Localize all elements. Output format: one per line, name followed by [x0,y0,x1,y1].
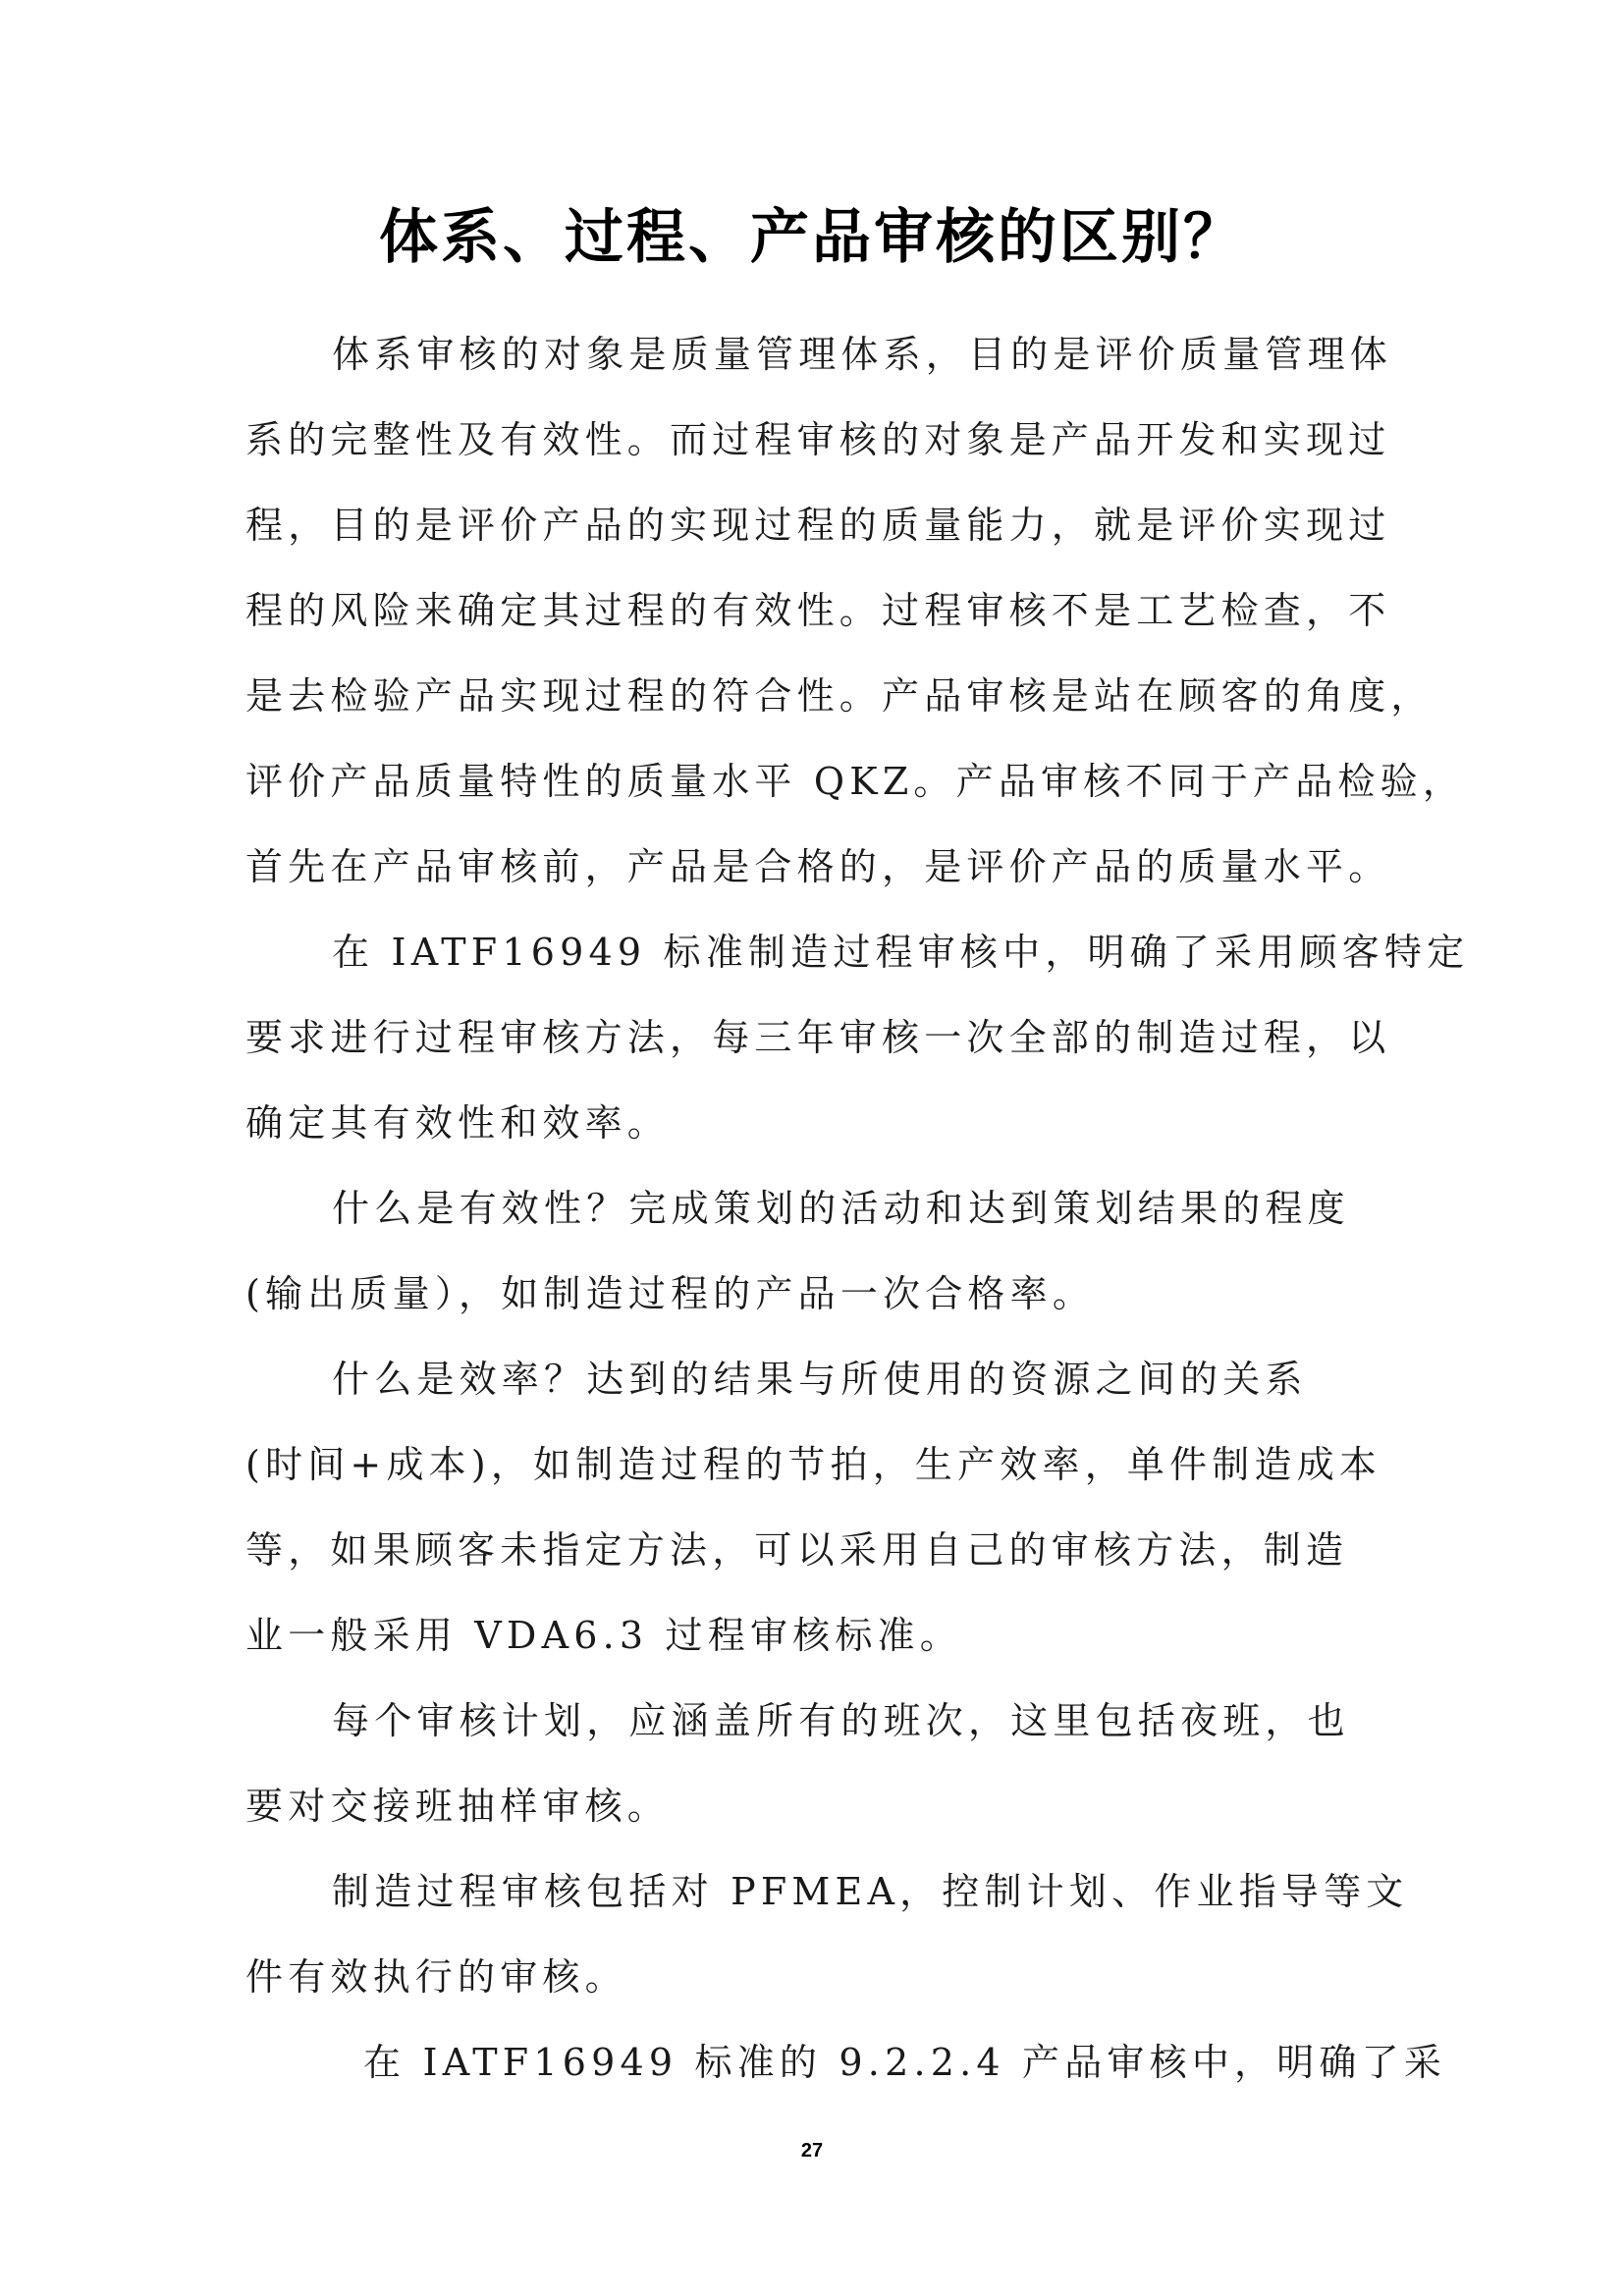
paragraph-4-line-2: (时间+成本)，如制造过程的节拍，生产效率，单件制造成本 [245,1443,1382,1486]
paragraph-4-line-1: 什么是效率？达到的结果与所使用的资源之间的关系 [332,1358,1308,1401]
paragraph-2-line-3: 确定其有效性和效率。 [245,1101,671,1145]
paragraph-1-line-7: 首先在产品审核前，产品是合格的，是评价产品的质量水平。 [245,845,1391,888]
paragraph-1-line-4: 程的风险来确定其过程的有效性。过程审核不是工艺检查，不 [245,589,1391,632]
paragraph-2-line-1: 在 IATF16949 标准制造过程审核中，明确了采用顾客特定 [332,931,1470,974]
paragraph-4-line-3: 等，如果顾客未指定方法，可以采用自己的审核方法，制造 [245,1528,1349,1572]
paragraph-7-line-1: 在 IATF16949 标准的 9.2.2.4 产品审核中，明确了采 [363,2041,1447,2084]
page-title: 体系、过程、产品审核的区别？ [379,203,1245,272]
paragraph-4-line-4: 业一般采用 VDA6.3 过程审核标准。 [245,1614,962,1657]
paragraph-6-line-1: 制造过程审核包括对 PFMEA，控制计划、作业指导等文 [332,1870,1409,1913]
paragraph-2-line-2: 要求进行过程审核方法，每三年审核一次全部的制造过程，以 [245,1016,1391,1059]
paragraph-1-line-3: 程，目的是评价产品的实现过程的质量能力，就是评价实现过 [245,504,1391,547]
paragraph-5-line-2: 要对交接班抽样审核。 [245,1785,671,1828]
paragraph-5-line-1: 每个审核计划，应涵盖所有的班次，这里包括夜班，也 [332,1699,1350,1742]
paragraph-6-line-2: 件有效执行的审核。 [245,1955,627,1999]
paragraph-1-line-2: 系的完整性及有效性。而过程审核的对象是产品开发和实现过 [245,418,1391,461]
paragraph-3-line-1: 什么是有效性？完成策划的活动和达到策划结果的程度 [332,1187,1350,1230]
paragraph-1-line-1: 体系审核的对象是质量管理体系，目的是评价质量管理体 [332,333,1393,376]
page-number: 27 [800,2140,824,2162]
paragraph-3-line-2: (输出质量），如制造过程的产品一次合格率。 [245,1272,1096,1315]
paragraph-1-line-6: 评价产品质量特性的质量水平 QKZ。产品审核不同于产品检验， [245,760,1466,803]
paragraph-1-line-5: 是去检验产品实现过程的符合性。产品审核是站在顾客的角度， [245,674,1434,718]
